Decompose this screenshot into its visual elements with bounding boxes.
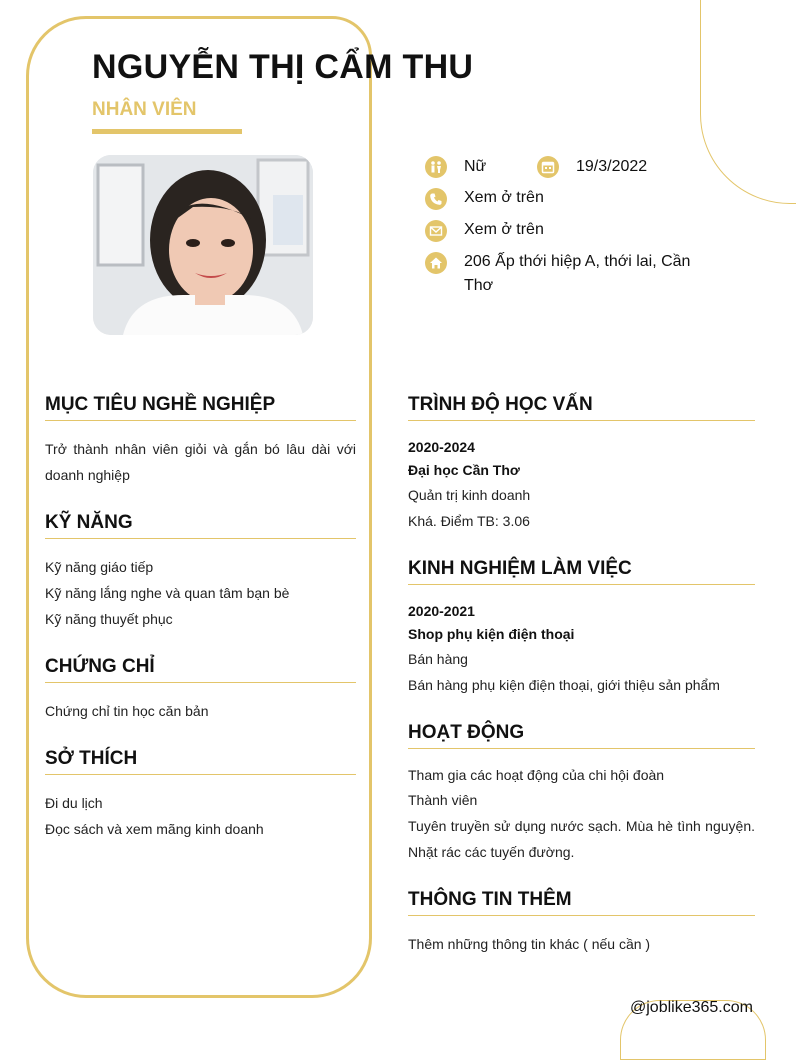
calendar-icon [537,156,559,178]
experience-description: Bán hàng phụ kiện điện thoại, giới thiệu sản phẩm [408,677,720,693]
activity-role: Thành viên [408,792,478,808]
birthdate-value: 19/3/2022 [576,158,648,175]
address-value: 206 Ấp thới hiệp A, thới lai, Cần Thơ [464,253,691,294]
education-divider [408,420,755,421]
experience-role: Bán hàng [408,651,468,667]
experience-company: Shop phụ kiện điện thoại [408,626,575,642]
hobby-item: Đi du lịch [45,795,103,811]
home-icon [425,252,447,274]
skill-item: Kỹ năng thuyết phục [45,611,173,627]
position-underline [92,129,242,134]
career-objective-title: MỤC TIÊU NGHỀ NGHIỆP [45,394,276,415]
activities-title: HOẠT ĐỘNG [408,722,525,743]
education-title: TRÌNH ĐỘ HỌC VẤN [408,394,593,415]
education-major: Quản trị kinh doanh [408,487,531,503]
education-grade: Khá. Điểm TB: 3.06 [408,513,530,529]
certificate-item: Chứng chỉ tin học căn bản [45,703,209,719]
phone-icon [425,188,447,210]
education-period: 2020-2024 [408,439,475,455]
hobbies-divider [45,774,356,775]
skills-divider [45,538,356,539]
skills-title: KỸ NĂNG [45,512,133,533]
skill-item: Kỹ năng lắng nghe và quan tâm bạn bè [45,585,290,601]
experience-period: 2020-2021 [408,603,475,619]
gender-icon [425,156,447,178]
phone-value: Xem ở trên [464,189,544,206]
top-right-decoration [700,0,796,204]
additional-info-title: THÔNG TIN THÊM [408,889,572,910]
activity-name: Tham gia các hoạt động của chi hội đoàn [408,767,665,783]
certificates-title: CHỨNG CHỈ [45,656,155,677]
skill-item: Kỹ năng giáo tiếp [45,559,154,575]
career-objective-divider [45,420,356,421]
education-school: Đại học Cần Thơ [408,462,520,478]
email-icon [425,220,447,242]
additional-info-divider [408,915,755,916]
activity-description: Tuyên truyền sử dụng nước sạch. Mùa hè tình nguyện. Nhặt rác các tuyến đường. [408,818,755,860]
job-position: NHÂN VIÊN [92,99,197,120]
activities-divider [408,748,755,749]
experience-title: KINH NGHIỆM LÀM VIỆC [408,558,632,579]
email-value: Xem ở trên [464,221,544,238]
hobby-item: Đọc sách và xem mãng kinh doanh [45,821,264,837]
career-objective-text: Trở thành nhân viên giỏi và gắn bó lâu dài với doanh nghiệp [45,441,356,483]
certificates-divider [45,682,356,683]
experience-divider [408,584,755,585]
profile-photo [93,155,313,335]
additional-info-text: Thêm những thông tin khác ( nếu cần ) [408,936,651,952]
candidate-name: NGUYỄN THỊ CẨM THU [92,48,474,86]
gender-value: Nữ [464,158,487,175]
hobbies-title: SỞ THÍCH [45,748,138,769]
brand-watermark: @joblike365.com [630,999,753,1016]
